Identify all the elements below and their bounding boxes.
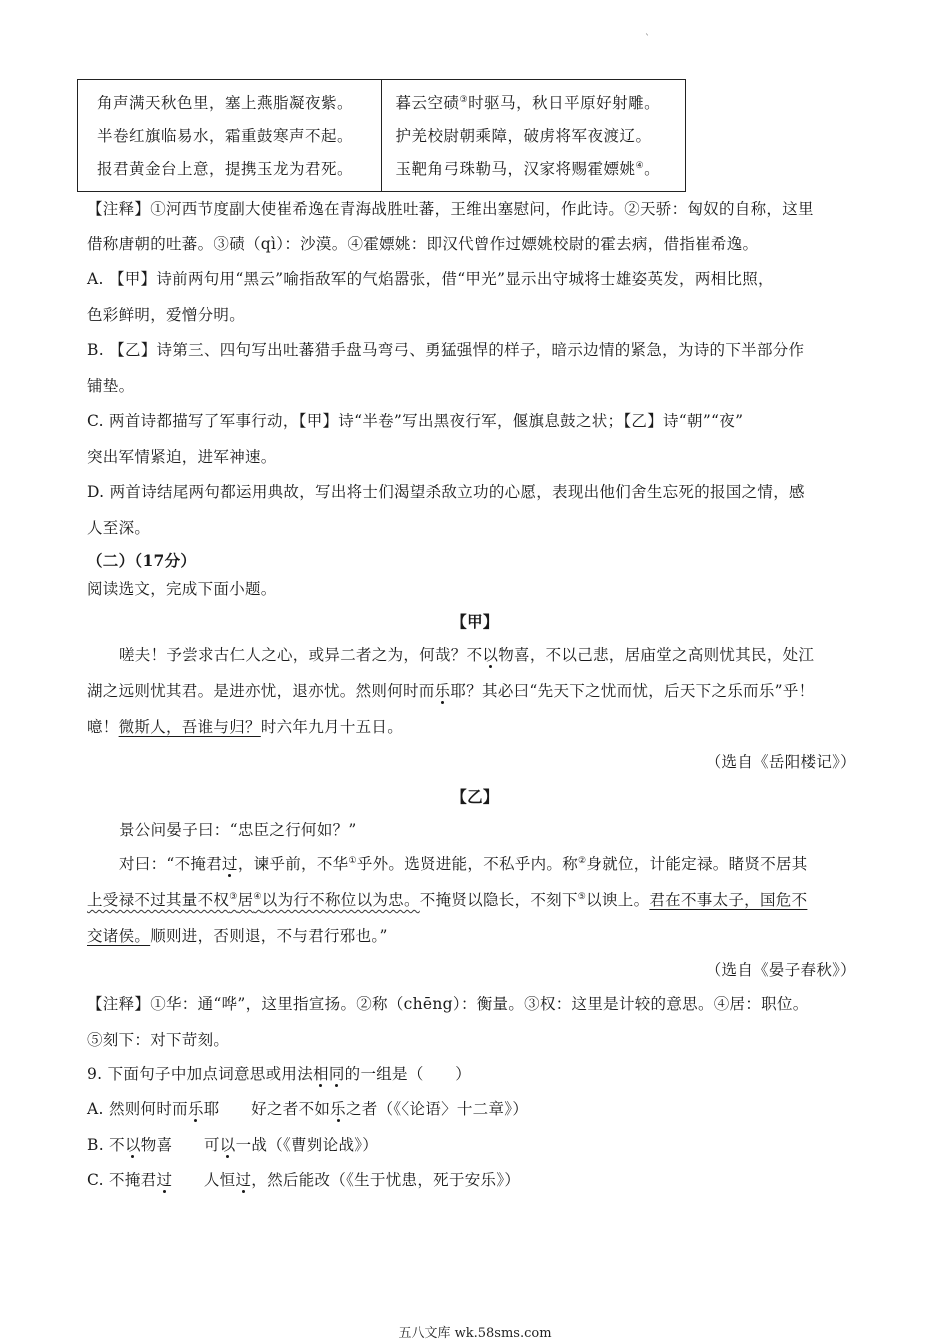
option-c-line-1: C. 两首诗都描写了军事行动，【甲】诗“半卷”写出黑夜行军，偃旗息鼓之状；【乙】诗“朝”“夜”: [87, 412, 744, 430]
poem-jia-line-3: 报君黄金台上意，提携玉龙为君死。: [97, 160, 354, 178]
question-9-stem: 9. 下面句子中加点词意思或用法相同的一组是（ ）: [87, 1065, 472, 1083]
poem-table: [77, 79, 686, 192]
option-b-line-1: B. 【乙】诗第三、四句写出吐蕃猎手盘马弯弓、勇猛强悍的样子，暗示边情的紧急，为诗的下半部分作: [87, 341, 805, 359]
question-9-option-b: B. 不以物喜 可以一战（《曹刿论战》）: [87, 1136, 379, 1154]
dotted-char-guo: 过: [222, 855, 238, 873]
poem-jia-line-2: 半卷红旗临易水，霜重鼓寒声不起。: [97, 127, 354, 145]
poem-jia-line-1: 角声满天秋色里，塞上燕脂凝夜紫。: [97, 94, 354, 112]
jia-source: （选自《岳阳楼记》）: [705, 753, 856, 771]
wavy-underlined-sentence: 上受禄不过其量不权③居④以为行不称位以为忠。: [87, 891, 420, 909]
note1-line-2: 借称唐朝的吐蕃。③碛（qì）：沙漠。④霍嫖姚：即汉代曾作过嫖姚校尉的霍去病，借指崔希逸。: [87, 235, 759, 253]
jia-paragraph-line-2: 湖之远则忧其君。是进亦忧，退亦忧。然则何时而乐耶？其必曰“先天下之忧而忧，后天下之乐而乐”乎！: [87, 682, 815, 700]
yi-title: 【乙】: [451, 787, 499, 806]
dotted-char-le: 乐: [434, 682, 451, 700]
yi-paragraph-line-4: 交诸侯。顺则进，否则退，不与君行邪也。”: [87, 927, 388, 945]
poem-jia-column: [78, 80, 382, 191]
note2-line-2: ⑤刻下：对下苛刻。: [87, 1031, 230, 1049]
underlined-sentence: 微斯人，吾谁与归？: [118, 718, 261, 736]
jia-paragraph-line-3: 噫！微斯人，吾谁与归？时六年九月十五日。: [87, 718, 404, 736]
poem-yi-line-1: 暮云空碛③时驱马，秋日平原好射雕。: [395, 94, 661, 112]
option-d-line-1: D. 两首诗结尾两句都运用典故，写出将士们渴望杀敌立功的心愿，表现出他们舍生忘死的报国之情，感: [87, 483, 805, 501]
section-heading: （二）（17分）: [87, 551, 197, 570]
section-instruction: 阅读选文，完成下面小题。: [87, 580, 277, 598]
footer-watermark: 五八文库 wk.58sms.com: [398, 1326, 552, 1341]
option-c-line-2: 突出军情紧迫，进军神速。: [87, 448, 277, 466]
poem-yi-line-3: 玉靶角弓珠勒马，汉家将赐霍嫖姚④。: [395, 160, 661, 178]
option-a-line-2: 色彩鲜明，爱憎分明。: [87, 306, 246, 324]
yi-source: （选自《晏子春秋》）: [705, 961, 856, 979]
poem-yi-line-2: 护羌校尉朝乘障，破虏将军夜渡辽。: [395, 127, 652, 145]
jia-paragraph-line-1: 嗟夫！予尝求古仁人之心，或异二者之为，何哉？不以物喜，不以己悲，居庙堂之高则忧其民，处江: [119, 646, 815, 664]
option-a-line-1: A. 【甲】诗前两句用“黑云”喻指敌军的气焰嚣张，借“甲光”显示出守城将士雄姿英发，两相比照，: [87, 270, 774, 288]
yi-paragraph-line-2: 对曰：“不掩君过，谏乎前，不华①乎外。选贤进能，不私乎内。称②身就位，计能定禄。睹贤不居其: [119, 855, 808, 873]
option-b-line-2: 铺垫。: [87, 377, 135, 395]
corner-mark: `: [645, 34, 650, 45]
yi-paragraph-line-3: 上受禄不过其量不权③居④以为行不称位以为忠。不掩贤以隐长，不刻下⑤以谀上。君在不事太子，国危不: [87, 891, 808, 909]
dotted-char-yi: 以: [482, 646, 499, 664]
question-9-option-c: C. 不掩君过 人恒过，然后能改（《生于忧患，死于安乐》）: [87, 1171, 521, 1189]
underlined-sentence-2: 君在不事太子，国危不: [649, 891, 808, 909]
question-9-option-a: A. 然则何时而乐耶 好之者不如乐之者（《〈论语〉十二章》）: [87, 1100, 529, 1118]
yi-paragraph-line-1: 景公问晏子曰：“忠臣之行何如？”: [119, 821, 357, 839]
note1-line-1: 【注释】①河西节度副大使崔希逸在青海战胜吐蕃，王维出塞慰问，作此诗。②天骄：匈奴的自称，这里: [87, 200, 814, 218]
note2-line-1: 【注释】①华：通“哗”，这里指宣扬。②称（chēng）：衡量。③权：这里是计较的意思。④居：职位。: [87, 995, 809, 1013]
jia-title: 【甲】: [451, 612, 499, 631]
option-d-line-2: 人至深。: [87, 519, 151, 537]
poem-yi-column: [382, 80, 686, 191]
